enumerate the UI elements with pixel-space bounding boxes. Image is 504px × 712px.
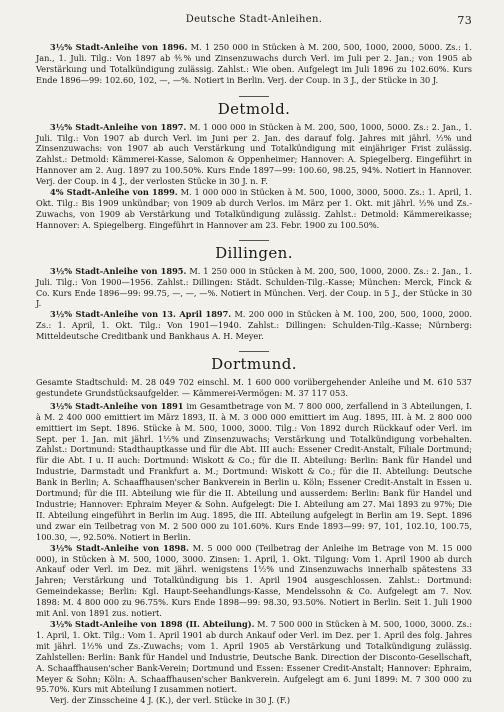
entry-dortmund-1891: [36, 401, 472, 543]
city-heading-dillingen: Dillingen.: [215, 243, 293, 262]
entry-dillingen-1895: [36, 266, 472, 310]
city-heading-detmold: Detmold.: [217, 99, 291, 118]
entry-text: M. 5 000 000 (Teilbetrag der Anleihe im Betrage von M. 15 000 000), in Stücken à M. 500, 1000, 3000. Zinsen: 1. April, 1. Okt. Tilgung: Vom 1. April 1900 ab durch Ankauf oder Verl. im Dez. mit jährl. wenigstens 1½% und Zinsenzuwachs innerhalb spätestens 33 Jahren; Verstärkung und Totalkündigung bis 1. April 1904 ausgeschlossen. Zahlst.: Dortmund: Gemeindekasse; Berlin: Kgl. Haupt-Seehandlungs-Kasse, Mendelssohn & Co. Aufgelegt am 7. Nov. 1898: M. 4 800 000 zu 96.75%. Kurs Ende 1898—99: 98.30, 93.50%. Notiert in Berlin. Seit 1. Juli 1900 mit Anl. von 1891 zus. notiert.: [36, 542, 472, 619]
entry-heading: 3½% Stadt-Anleihe von 1897.: [50, 121, 187, 132]
entry-heading: 3½% Stadt-Anleihe von 13. April 1897.: [50, 309, 232, 320]
entry-heading: 3½% Stadt-Anleihe von 1895.: [50, 265, 187, 276]
running-header: [36, 14, 472, 30]
dortmund-intro: Gesamte Stadtschuld: M. 28 049 702 einschl. M. 1 600 000 vorübergehender Anleihe und M. 610 537 gestundete Grundstücksaufgelder. — Kämmerei-Vermögen: M. 37 117 053.: [36, 377, 472, 398]
entry-text: M. 200 000 in Stücken à M. 100, 200, 500, 1000, 2000. Zs.: 1. April, 1. Okt. Tilg.: Von 1901—1940. Zahlst.: Dillingen: Schulden-Tilg.-Kasse; Nürnberg: Mitteldeutsche Creditbank und Bankhaus A. H. Meyer.: [36, 309, 472, 342]
entry-heading: 4% Stadt-Anleihe von 1899.: [50, 187, 178, 198]
city-heading-dortmund: Dortmund.: [211, 355, 297, 374]
entry-dortmund-1898: [36, 543, 472, 619]
entry-heading: 3½% Stadt-Anleihe von 1898.: [50, 542, 189, 553]
entry-detmold-1897: [36, 122, 472, 187]
page-number: 73: [457, 14, 472, 27]
entry-dortmund-1898-abt2: [36, 619, 472, 695]
entry-text: M. 1 250 000 in Stücken à M. 200, 500, 1000, 2000. Zs.: 2. Jan., 1. Juli. Tilg.: Von 1900—1956. Zahlst.: Dillingen: Städt. Schulden-Tilg.-Kasse; München: Merck, Finck & Co. Kurs Ende 1896—99: 99.75, —, —, —%. Notiert in München. Verj. der Coup. in 5 J., der Stücke in 30 J.: [36, 265, 472, 309]
entry-text: im Gesamtbetrage von M. 7 800 000, zerfallend in 3 Abteilungen, I. à M. 2 400 000 emittiert im März 1893, II. à M. 3 000 000 emittiert im Aug. 1895, III. à M. 2 800 000 emittiert im Sept. 1896. Stücke à M. 500, 1000, 3000. Tilg.: Von 1892 durch Rückkauf oder Verl. im Sept. per 1. Jan. mit jährl. 1½% und Zinsenzuwachs; Verstärkung und Totalkündigung vorbehalten. Zahlst.: Dortmund: Stadthauptkasse und für die Abt. III auch: Essener Credit-Anstalt, Filiale Dortmund; für die Abt. I u. II auch: Dortmund: Wiskott & Co.; für die II. Abteilung: Berlin: Bank für Handel und Industrie, Darmstadt und Frankfurt a. M.; Dortmund: Wiskott & Co.; für die II. Abteilung: Deutsche Bank in Berlin; A. Schaaffhausen'scher Bankverein in Berlin u. Köln; Essener Credit-Anstalt in Essen u. Dortmund; für die III. Abteilung wie für die II. Abteilung und ausserdem: Berlin: Bank für Handel und Industrie; Hannover: Ephraim Meyer & Sohn. Aufgelegt: Die I. Abteilung am 27. Mai 1893 zu 97%; Die II. Abteilung eingeführt in Berlin im Aug. 1895, die III. Abteilung aufgelegt in Berlin am 19. Sept. 1896 und zwar ein Teilbetrag von M. 2 500 000 zu 101.60%. Kurs Ende 1893—99: 97, 101, 102.10, 100.75, 100.30, —, 92.50%. Notiert in Berlin.: [36, 400, 472, 542]
entry-text: M. 1 000 000 in Stücken à M. 500, 1000, 3000, 5000. Zs.: 1. April, 1. Okt. Tilg.: Bis 1909 unkündbar; von 1909 ab durch Verlos. im März per 1. Okt. mit jährl. ½% und Zs.-Zuwachs, von 1909 ab Verstärkung und Totalkündigung zulässig. Zahlst.: Detmold: Kämmereikasse; Hannover: A. Spiegelberg. Eingeführt in Hannover am 23. Febr. 1900 zu 100.50%.: [36, 187, 472, 230]
dortmund-closing-note: Verj. der Zinsscheine 4 J. (K.), der verl. Stücke in 30 J. (F.): [50, 695, 291, 706]
entry-text: M. 7 500 000 in Stücken à M. 500, 1000, 3000. Zs.: 1. April, 1. Okt. Tilg.: Vom 1. April 1901 ab durch Ankauf oder Verl. im Dez. per 1. April des folg. Jahres mit jährl. 1½% und Zs.-Zuwachs; vom 1. April 1905 ab Verstärkung und Totalkündigung zulässig. Zahlstellen: Berlin: Bank für Handel und Industrie, Deutsche Bank. Direction der Disconto-Gesellschaft, A. Schaaffhausen'scher Bank-Verein; Dortmund und Essen: Essener Credit-Anstalt; Hannover: Ephraim, Meyer & Sohn; Köln: A. Schaaffhausen'scher Bankverein. Aufgelegt am 6. Juni 1899: M. 7 300 000 zu 95.70%. Kurs mit Abteilung I zusammen notiert.: [36, 618, 472, 695]
entry-detmold-1899: [36, 187, 472, 231]
entry-heading: 3½% Stadt-Anleihe von 1898 (II. Abteilung).: [50, 618, 255, 629]
entry-heading: 3½% Stadt-Anleihe von 1891: [50, 400, 184, 411]
section-divider: [239, 96, 269, 97]
entry-text: M. 1 000 000 in Stücken à M. 200, 500, 1000, 5000. Zs.: 2. Jan., 1. Juli. Tilg.: Von 1907 ab durch Verl. im Juni per 2. Jan. des darauf folg. Jahres mit jährl. ½% und Zinsenzuwachs: von 1907 ab auch Verstärkung und Totalkündigung mit einjähriger Frist zulässig. Zahlst.: Detmold: Kämmerei-Kasse, Salomon & Oppenheimer; Hannover: A. Spiegelberg. Eingeführt in Hannover am 2. Aug. 1897 zu 100.50%. Kurs Ende 1897—99: 100.60, 98.25, 94%. Notiert in Hannover. Verj. der Coup. in 4 J., der verlosten Stücke in 30 J. n. F.: [36, 121, 472, 187]
section-divider: [239, 240, 269, 241]
entry-text: M. 1 250 000 in Stücken à M. 200, 500, 1000, 2000, 5000. Zs.: 1. Jan., 1. Juli. Tilg.: Von 1897 ab ⅘% und Zinsenzuwachs durch Verl. im Juli per 2. Jan.; von 1905 ab Verstärkung und Totalkündigung zulässig. Zahlst.: Wie oben. Aufgelegt im Juli 1896 zu 102.60%. Kurs Ende 1896—99: 102.60, 102, —, —%. Notiert in Berlin. Verj. der Coup. in 3 J., der Stücke in 30 J.: [36, 42, 472, 85]
opening-entry: [36, 42, 472, 86]
section-divider: [239, 351, 269, 352]
running-title: Deutsche Stadt-Anleihen.: [185, 14, 323, 25]
entry-dillingen-1897: [36, 309, 472, 342]
entry-heading: 3½% Stadt-Anleihe von 1896.: [50, 42, 188, 52]
